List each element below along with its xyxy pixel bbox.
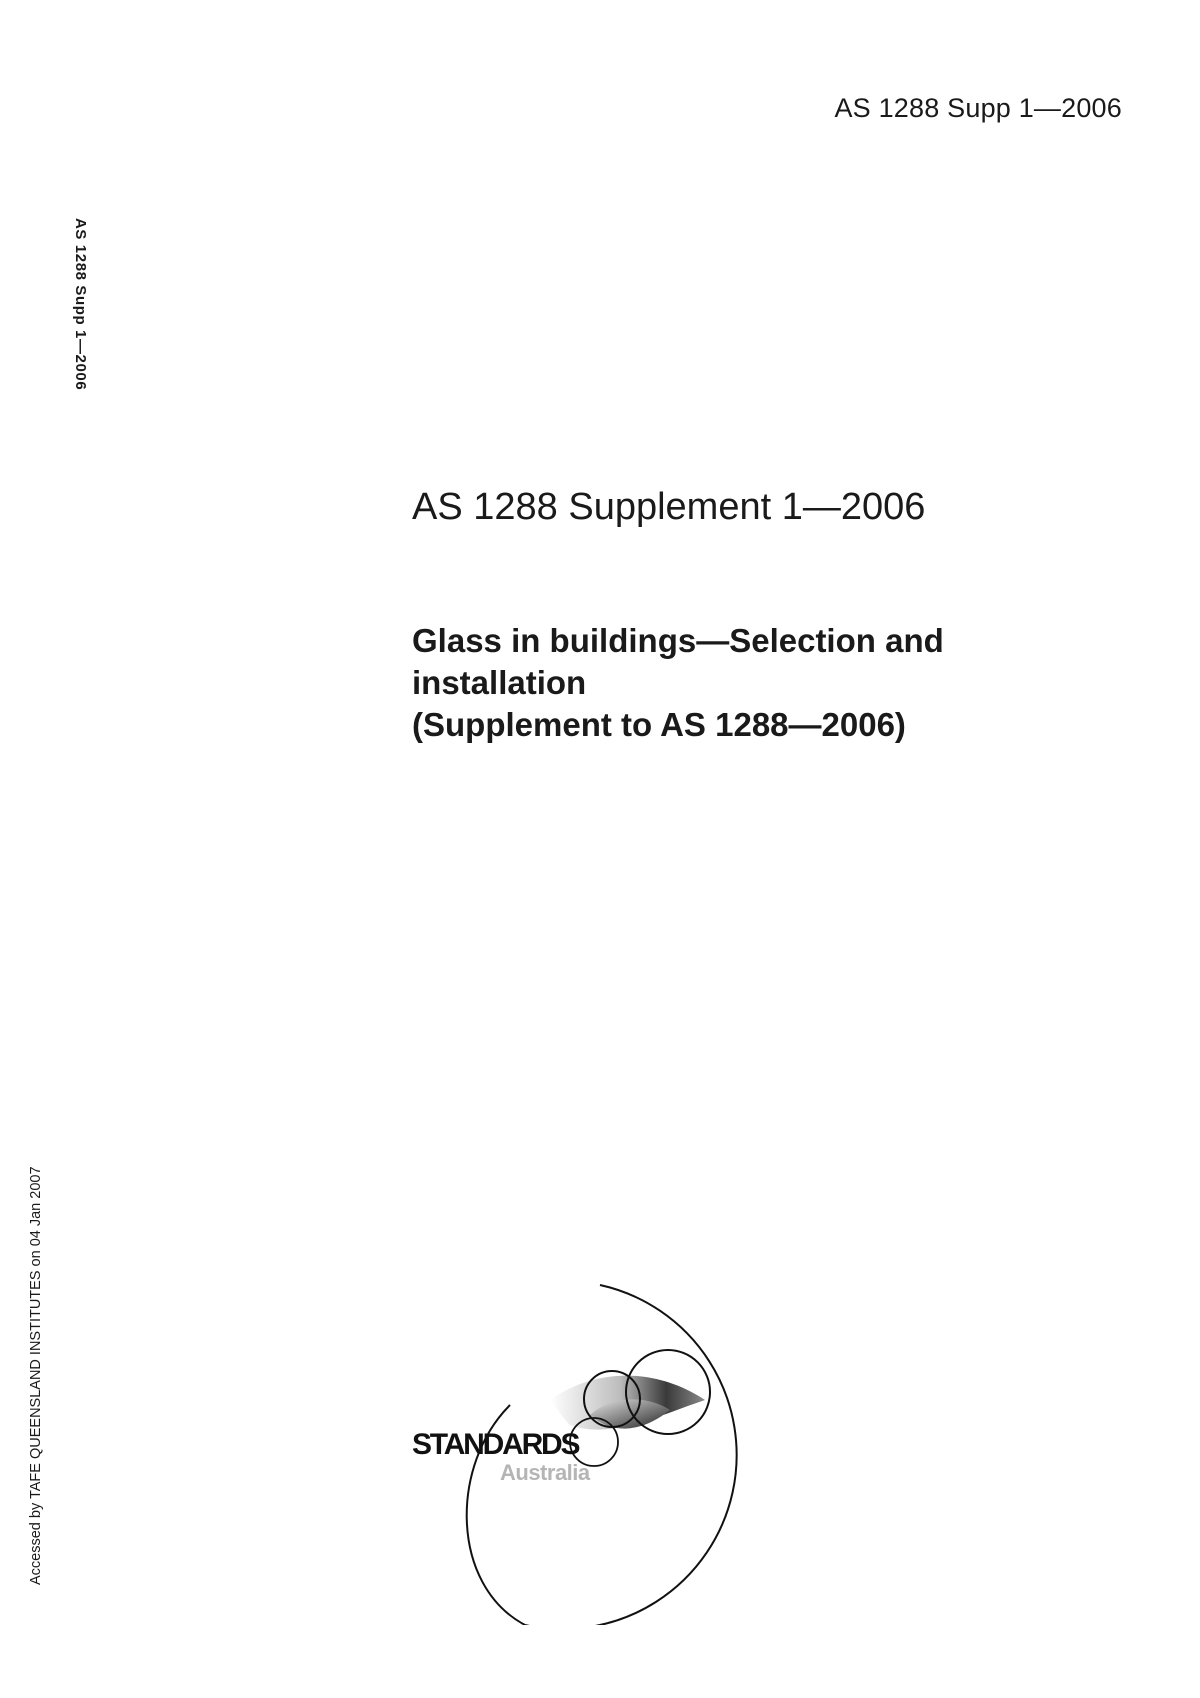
title-line-1: Glass in buildings—Selection and — [412, 622, 944, 659]
title-line-3: (Supplement to AS 1288—2006) — [412, 706, 906, 743]
document-title — [412, 620, 1052, 746]
header-reference: AS 1288 Supp 1—2006 — [834, 93, 1122, 123]
access-note: Accessed by TAFE QUEENSLAND INSTITUTES on 04 Jan 2007 — [28, 1166, 44, 1585]
logo-wordmark: STANDARDS — [412, 1428, 579, 1461]
spine-reference: AS 1288 Supp 1—2006 — [72, 218, 89, 391]
logo-subtitle: Australia — [500, 1460, 590, 1485]
document-number: AS 1288 Supplement 1—2006 — [412, 486, 926, 528]
title-line-2: installation — [412, 664, 587, 701]
